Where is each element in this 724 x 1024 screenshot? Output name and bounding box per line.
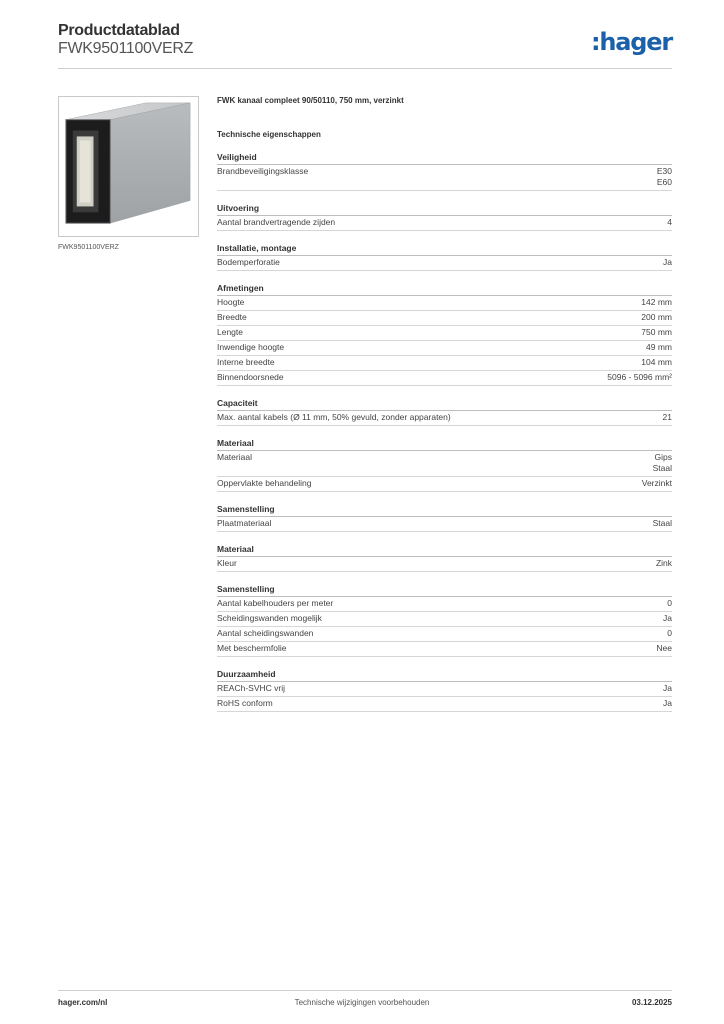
spec-row	[217, 517, 672, 532]
cable-duct-illustration	[59, 97, 198, 236]
spec-section	[217, 544, 672, 572]
product-code: FWK9501100VERZ	[58, 40, 194, 57]
spec-section	[217, 584, 672, 657]
spec-values	[663, 683, 672, 694]
spec-row	[217, 597, 672, 612]
spec-value: Nee	[656, 643, 672, 653]
spec-label: Aantal scheidingswanden	[217, 628, 314, 638]
spec-values	[642, 478, 672, 489]
spec-row	[217, 477, 672, 492]
spec-value: Verzinkt	[641, 478, 672, 488]
spec-values	[653, 518, 672, 529]
spec-label: Inwendige hoogte	[217, 342, 285, 352]
product-description: FWK kanaal compleet 90/50110, 750 mm, verzinkt	[217, 96, 404, 105]
spec-value: Ja	[663, 257, 672, 267]
spec-section	[217, 669, 672, 712]
spec-values	[667, 598, 672, 609]
spec-label: Lengte	[217, 327, 243, 337]
section-title: Afmetingen	[217, 283, 672, 296]
spec-values	[663, 412, 672, 423]
page-title: Productdatablad	[58, 22, 180, 39]
image-caption: FWK9501100VERZ	[58, 244, 119, 251]
section-title: Materiaal	[217, 544, 672, 557]
technical-properties-title: Technische eigenschappen	[217, 130, 321, 139]
spec-label: Bodemperforatie	[217, 257, 280, 267]
spec-label: Interne breedte	[217, 357, 275, 367]
spec-row	[217, 682, 672, 697]
spec-value: E30	[656, 166, 672, 176]
spec-values	[667, 217, 672, 228]
spec-values	[663, 613, 672, 624]
spec-row	[217, 642, 672, 657]
spec-row	[217, 557, 672, 572]
spec-section	[217, 203, 672, 231]
product-image	[58, 96, 199, 237]
spec-value: Ja	[663, 683, 672, 693]
spec-row	[217, 697, 672, 712]
spec-value: Staal	[652, 518, 672, 528]
spec-value: 4	[667, 217, 672, 227]
spec-section	[217, 504, 672, 532]
spec-row	[217, 311, 672, 326]
spec-value: 142 mm	[641, 297, 672, 307]
section-title: Uitvoering	[217, 203, 672, 216]
spec-values	[641, 327, 672, 338]
spec-row	[217, 326, 672, 341]
spec-label: Brandbeveiligingsklasse	[217, 166, 309, 176]
spec-values	[653, 452, 672, 474]
spec-row	[217, 451, 672, 477]
spec-row	[217, 356, 672, 371]
spec-value: Ja	[663, 698, 672, 708]
spec-value: 0	[667, 628, 672, 638]
spec-values	[656, 643, 672, 654]
spec-value: 104 mm	[641, 357, 672, 367]
spec-values	[641, 297, 672, 308]
spec-value: 200 mm	[641, 312, 672, 322]
spec-values	[646, 342, 672, 353]
section-title: Materiaal	[217, 438, 672, 451]
section-title: Duurzaamheid	[217, 669, 672, 682]
section-title: Installatie, montage	[217, 243, 672, 256]
spec-row	[217, 627, 672, 642]
spec-value: 5096 - 5096 mm²	[607, 372, 672, 382]
spec-label: Plaatmateriaal	[217, 518, 272, 528]
spec-value: 21	[662, 412, 672, 422]
spec-label: Met beschermfolie	[217, 643, 287, 653]
spec-label: Scheidingswanden mogelijk	[217, 613, 322, 623]
spec-label: REACh-SVHC vrij	[217, 683, 286, 693]
spec-section	[217, 152, 672, 191]
spec-content	[217, 96, 672, 724]
spec-row	[217, 341, 672, 356]
spec-value: Zink	[655, 558, 672, 568]
spec-label: Hoogte	[217, 297, 245, 307]
spec-row	[217, 296, 672, 311]
spec-row	[217, 216, 672, 231]
spec-label: Oppervlakte behandeling	[217, 478, 312, 488]
header-divider	[58, 68, 672, 69]
footer-website: hager.com/nl	[58, 998, 108, 1007]
spec-values	[607, 372, 672, 383]
spec-label: Aantal kabelhouders per meter	[217, 598, 334, 608]
spec-label: Breedte	[217, 312, 247, 322]
spec-values	[641, 357, 672, 368]
spec-row	[217, 165, 672, 191]
footer-date: 03.12.2025	[631, 998, 672, 1007]
spec-values	[641, 312, 672, 323]
spec-values	[656, 558, 672, 569]
spec-label: Binnendoorsnede	[217, 372, 284, 382]
spec-row	[217, 256, 672, 271]
spec-label: RoHS conform	[217, 698, 273, 708]
spec-section	[217, 243, 672, 271]
spec-row	[217, 371, 672, 386]
spec-section	[217, 438, 672, 492]
spec-value: E60	[656, 177, 672, 187]
spec-section	[217, 283, 672, 386]
spec-value: Staal	[652, 463, 672, 473]
section-title: Samenstelling	[217, 504, 672, 517]
spec-value: 0	[667, 598, 672, 608]
spec-value: Gips	[654, 452, 672, 462]
hager-logo: :hager	[591, 28, 672, 56]
spec-section	[217, 398, 672, 426]
section-title: Samenstelling	[217, 584, 672, 597]
spec-value: 49 mm	[646, 342, 672, 352]
spec-label: Kleur	[217, 558, 237, 568]
spec-row	[217, 411, 672, 426]
footer-divider	[58, 990, 672, 991]
footer-notice: Technische wijzigingen voorbehouden	[294, 998, 430, 1007]
spec-values	[667, 628, 672, 639]
spec-label: Materiaal	[217, 452, 252, 462]
spec-sections	[217, 152, 672, 712]
spec-label: Max. aantal kabels (Ø 11 mm, 50% gevuld, zonder apparaten)	[217, 412, 451, 422]
section-title: Capaciteit	[217, 398, 672, 411]
spec-values	[663, 698, 672, 709]
spec-value: 750 mm	[641, 327, 672, 337]
spec-values	[663, 257, 672, 268]
spec-values	[657, 166, 672, 188]
spec-value: Ja	[663, 613, 672, 623]
spec-row	[217, 612, 672, 627]
section-title: Veiligheid	[217, 152, 672, 165]
spec-label: Aantal brandvertragende zijden	[217, 217, 336, 227]
